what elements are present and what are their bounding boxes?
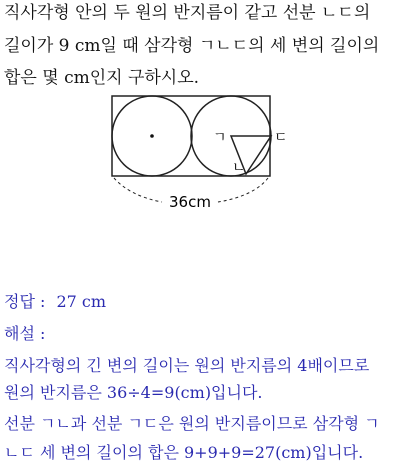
explanation-line-2: 원의 반지름은 36÷4=9(cm)입니다.	[4, 383, 263, 402]
label-n: ㄴ	[232, 160, 246, 176]
width-label: 36cm	[169, 193, 211, 211]
width-bracket-right	[218, 178, 268, 202]
answer-value: 27 cm	[56, 292, 107, 311]
width-bracket	[114, 178, 162, 202]
explanation-line-3: 선분 ㄱㄴ과 선분 ㄱㄷ은 원의 반지름이므로 삼각형 ㄱ	[4, 414, 380, 433]
explanation-line-4: ㄴㄷ 세 변의 길이의 합은 9+9+9=27(cm)입니다.	[4, 443, 364, 462]
label-g: ㄱ	[213, 130, 227, 146]
answer-label: 정답 :	[4, 292, 46, 311]
question-line-2: 길이가 9 cm일 때 삼각형 ㄱㄴㄷ의 세 변의 길이의	[4, 36, 380, 56]
label-d: ㄷ	[274, 130, 288, 146]
left-center-dot	[150, 134, 154, 138]
figure	[100, 92, 288, 212]
explanation-line-1: 직사각형의 긴 변의 길이는 원의 반지름의 4배이므로	[4, 356, 370, 375]
question-line-3: 합은 몇 cm인지 구하시오.	[4, 68, 200, 88]
explanation-label: 해설 :	[4, 324, 46, 343]
question-line-1: 직사각형 안의 두 원의 반지름이 같고 선분 ㄴㄷ의	[4, 3, 371, 23]
